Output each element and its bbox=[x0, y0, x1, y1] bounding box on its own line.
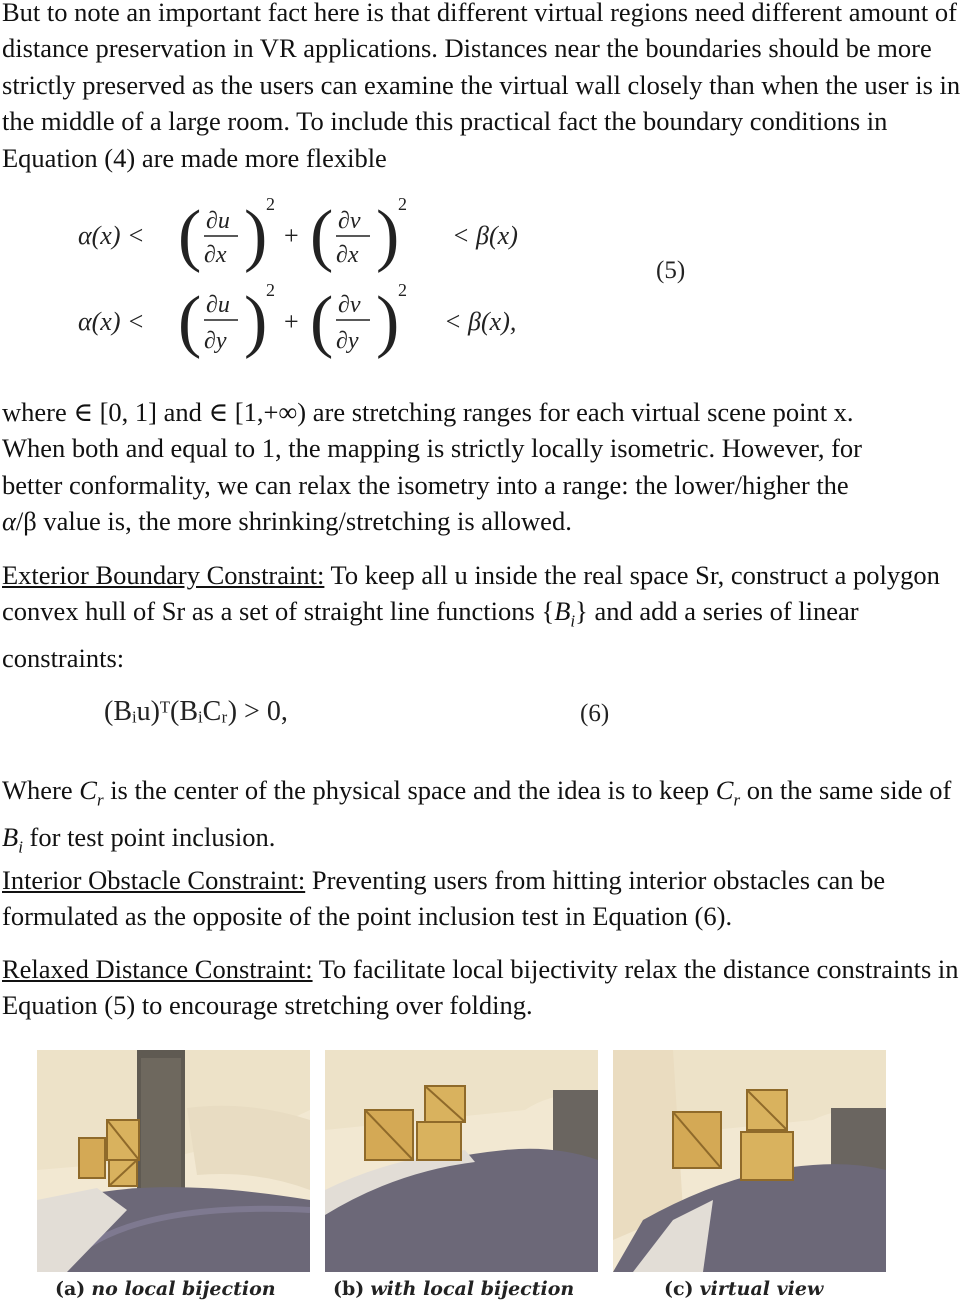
caption-a-label: (a) bbox=[55, 1278, 86, 1300]
interior-obstacle-paragraph bbox=[2, 862, 970, 935]
figure-panel-a bbox=[37, 1050, 310, 1272]
b-symbol-2: B bbox=[2, 821, 19, 852]
relaxed-text: To facilitate local bijectivity relax the distance constraints in Equation (5) to encourage stretching over folding. bbox=[2, 954, 959, 1021]
interior-obstacle-heading: Interior Obstacle Constraint: bbox=[2, 865, 306, 895]
svg-text:(: ( bbox=[310, 197, 334, 274]
svg-text:): ) bbox=[244, 283, 268, 360]
b-symbol: B bbox=[554, 596, 571, 627]
svg-text:α(x) <: α(x) < bbox=[78, 307, 145, 336]
svg-text:∂x: ∂x bbox=[204, 242, 227, 268]
svg-text:2: 2 bbox=[266, 280, 275, 300]
equation-5-number: (5) bbox=[656, 257, 686, 284]
exterior-text-b: } and add a series of linear constraints: bbox=[2, 596, 859, 674]
svg-text:< β(x): < β(x) bbox=[452, 221, 518, 250]
equation-5 bbox=[78, 188, 558, 360]
svg-text:): ) bbox=[244, 197, 268, 274]
figure-panel-c bbox=[613, 1050, 886, 1272]
svg-text:(: ( bbox=[178, 197, 202, 274]
caption-c bbox=[664, 1278, 823, 1300]
svg-text:): ) bbox=[376, 283, 400, 360]
scene-a-image bbox=[37, 1050, 310, 1272]
exterior-boundary-heading: Exterior Boundary Constraint: bbox=[2, 560, 325, 590]
exterior-text-a: To keep all u inside the real space Sr, construct a polygon convex hull of Sr as a set of straight line functions { bbox=[2, 560, 940, 627]
c-symbol-2: C bbox=[715, 775, 734, 805]
scene-c-image bbox=[613, 1050, 886, 1272]
c-subscript-2: r bbox=[733, 790, 741, 810]
svg-text:2: 2 bbox=[398, 280, 407, 300]
svg-text:∂v: ∂v bbox=[338, 292, 361, 318]
intro-paragraph: But to note an important fact here is that different virtual regions need different amount of distance preservation in VR applications. Distances near the boundaries should be more strictly preserved as the users can examine the virtual wall closely than when the user is in the middle of a large room. To include this practical fact the boundary conditions in Equation (4) are made more flexible bbox=[2, 0, 961, 173]
svg-text:α(x) <: α(x) < bbox=[78, 221, 145, 250]
svg-text:∂y: ∂y bbox=[336, 328, 359, 354]
where-text-2: is the center of the physical space and the idea is to keep bbox=[103, 775, 716, 805]
svg-text:∂v: ∂v bbox=[338, 208, 361, 234]
c-subscript: r bbox=[96, 790, 104, 810]
equation-6-expression: (Bᵢu)ᵀ(BᵢCᵣ) > 0, bbox=[104, 696, 288, 727]
stretch-line-2: When both and equal to 1, the mapping is strictly locally isometric. However, for bbox=[2, 433, 862, 464]
b-subscript: i bbox=[570, 611, 576, 631]
caption-c-text: virtual view bbox=[699, 1278, 824, 1300]
center-point-paragraph bbox=[2, 772, 970, 865]
caption-b-text: with local bijection bbox=[370, 1278, 575, 1300]
caption-b bbox=[333, 1278, 574, 1300]
svg-text:∂x: ∂x bbox=[336, 242, 359, 268]
interior-text: Preventing users from hitting interior obstacles can be formulated as the opposite of the point inclusion test in Equation (6). bbox=[2, 865, 886, 932]
stretch-line-1: where ∈ [0, 1] and ∈ [1,+∞) are stretching ranges for each virtual scene point x. bbox=[2, 397, 854, 427]
svg-text:2: 2 bbox=[398, 194, 407, 214]
exterior-boundary-paragraph bbox=[2, 557, 970, 677]
caption-b-label: (b) bbox=[333, 1278, 365, 1300]
svg-text:): ) bbox=[376, 197, 400, 274]
relaxed-distance-heading: Relaxed Distance Constraint: bbox=[2, 954, 313, 984]
stretch-line-4: /β value is, the more shrinking/stretching is allowed. bbox=[15, 506, 572, 537]
svg-text:(: ( bbox=[178, 283, 202, 360]
equation-6 bbox=[104, 696, 624, 740]
svg-text:∂u: ∂u bbox=[206, 292, 230, 318]
svg-text:+: + bbox=[284, 307, 299, 336]
scene-b-image bbox=[325, 1050, 598, 1272]
svg-text:< β(x),: < β(x), bbox=[444, 307, 517, 336]
b-subscript-2: i bbox=[18, 837, 23, 856]
stretch-line-3: better conformality, we can relax the isometry into a range: the lower/higher the bbox=[2, 469, 849, 500]
svg-text:∂y: ∂y bbox=[204, 328, 227, 354]
figure-panel-b bbox=[325, 1050, 598, 1272]
alpha-symbol: α bbox=[2, 506, 16, 537]
where-text-3: on the same side of bbox=[740, 775, 952, 805]
where-text-4: for test point inclusion. bbox=[22, 821, 276, 852]
stretching-range-paragraph bbox=[2, 394, 970, 540]
svg-text:(: ( bbox=[310, 283, 334, 360]
caption-a bbox=[55, 1278, 276, 1300]
where-text-1: Where bbox=[2, 775, 80, 805]
svg-text:+: + bbox=[284, 221, 299, 250]
svg-text:2: 2 bbox=[266, 194, 275, 214]
relaxed-distance-paragraph bbox=[2, 951, 970, 1024]
c-symbol: C bbox=[79, 775, 97, 805]
equation-6-number: (6) bbox=[580, 700, 610, 727]
caption-c-label: (c) bbox=[664, 1278, 694, 1300]
caption-a-text: no local bijection bbox=[91, 1278, 276, 1300]
svg-text:∂u: ∂u bbox=[206, 208, 230, 234]
equation-5-graphic bbox=[78, 188, 558, 360]
